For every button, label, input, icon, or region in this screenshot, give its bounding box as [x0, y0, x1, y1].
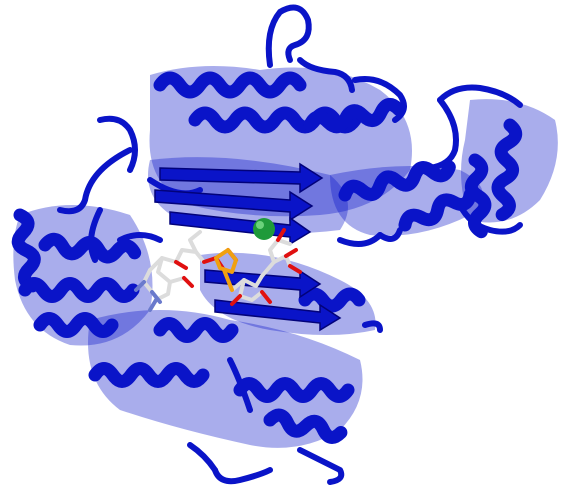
- metal-ion-sphere: [253, 218, 275, 240]
